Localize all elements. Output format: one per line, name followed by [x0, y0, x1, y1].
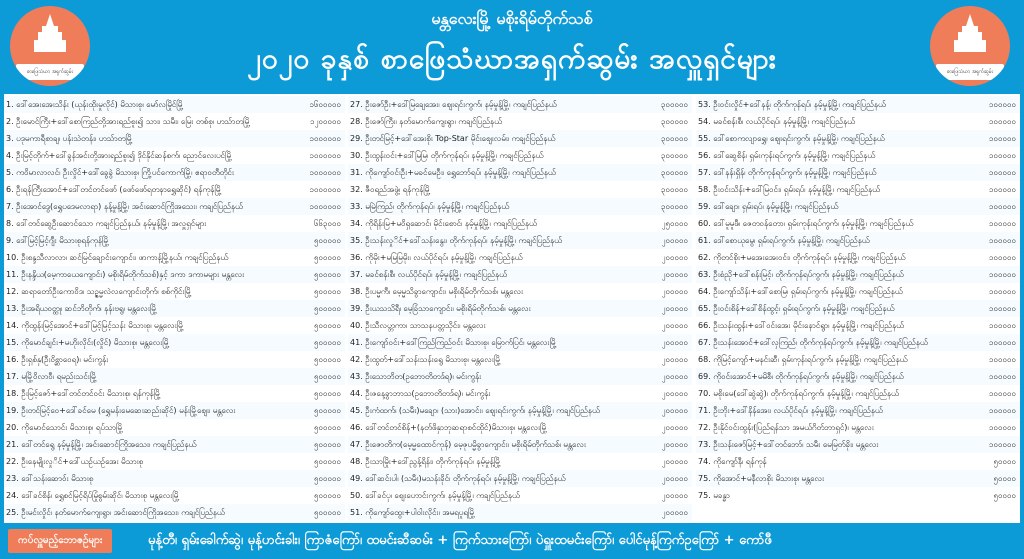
donation-amount: ၅၀၀၀၀၀ [314, 287, 341, 296]
page-title: ၂၀၂၀ ခုနှစ် စာဖြေသံဃာအရှက်ဆွမ်း အလှူရှင်များ [247, 42, 777, 75]
donation-amount: ၅၀၀၀၀၀ [314, 491, 341, 500]
donor-row [4, 317, 345, 334]
donation-amount: ၁၀၀၀၀၀ [989, 202, 1016, 211]
donor-row [696, 113, 1020, 130]
donor-name: 31. ကိုကျော်ဝင်းဦး+မခင်မေဦး၊ ရွှေဘော်ရပ်၊ နမ့်မှုန့်မြို့၊ ကချင်ပြည်နယ် [350, 168, 556, 177]
donor-row [348, 487, 692, 504]
donor-name: 21. ဒေါ်တင်ရွေ နမ့်မှုန့်မြို့၊ အင်းဆောင်ကြိုအသေး၊ ကချင်ပြည်နယ် [6, 440, 197, 449]
donor-name: 38. ဦးပမ္မကီ၊ မေ့မ္မသိခွာကျောင်း၊ မစိုးရိမ်တိုက်သစ်၊ မန္တလေး [350, 287, 524, 296]
donation-amount: ၅၀၀၀၀၀ [314, 355, 341, 364]
donor-row [348, 470, 692, 487]
donor-name: 74. ကိုကျော်နီ၊ ရန်ကုန် [698, 457, 767, 466]
donor-name: 71. ဦးဘိုး+ဒေါ်နိန်အေး၊ လယ်ပိုင်ရပ်၊ နမ့်မှုန့်မြို့၊ ကချင်ပြည်နယ် [698, 406, 883, 415]
donor-name: 45. ဦးကံထက်၊ (သမီး)မချော၊ (သား)အောင်း၊ ဈေးရင်းကွက်၊ နမ့်မှုန့်မြို့၊ ကချင်ပြည်နယ် [350, 406, 600, 415]
donor-name: 58. ဦးဝင်းသိန်း+ဒေါ်မြဝင်း၊ ရှမ်းရပ်၊ နမ့်မှုန့်မြို့၊ ကချင်ပြည်နယ် [698, 185, 880, 194]
donor-name: 35. ဦးသန်းလှုိင်+ဒေါ်သန်းနွေး၊ တိုက်ကုန်ရပ်၊ နမ့်မှုန့်မြို့၊ ကချင်ပြည်နယ် [350, 236, 562, 245]
donation-amount: ၃၀၀၀၀၀ [661, 100, 688, 109]
donor-row [348, 419, 692, 436]
donor-row [4, 504, 345, 521]
donor-name: 36. ကိုမိုး+မမြမြမိုး၊ လယ်ပိုင်ရပ်၊ နမ့်မှုန့်မြို့၊ ကချင်ပြည်နယ် [350, 253, 523, 262]
donor-name: 4. ဦးမြင့်တိုက်+ဒေါ်ခွန်အင်းတို့အားရည်စူး၍ ဒိုင်နိုင်ဆန်စက်၊ ညောင်လေးပင်မြို့ [6, 151, 233, 160]
donor-row [696, 453, 1020, 470]
donor-row [348, 334, 692, 351]
donor-name: 14. ကိုထွန်းမြင့်အောင်+ဒေါ်မြင့်မြင့်သန်း မိသားစု၊ မန္တလေးမြို့ [6, 321, 184, 330]
donor-row [4, 96, 345, 113]
donor-name: 25. ဦးမင်းလှိုင်၊ နတ်မောက်ကျေးရွာ၊ အင်းဆောင်ကြိုအသေး၊ ကချင်ပြည်နယ် [6, 508, 225, 517]
donor-row [696, 266, 1020, 283]
donor-row [4, 334, 345, 351]
donation-amount: ၁၂၀၀၀၀၀ [310, 117, 341, 126]
donation-amount: ၁၀၀၀၀၀ [989, 270, 1016, 279]
donation-amount: ၅၀၀၀၀ [993, 491, 1016, 500]
donation-amount: ၂၀၀၀၀၀ [661, 338, 688, 347]
donor-name: 22. ဦးနေမျိုးလှုိင်+ဒေါ်ယဉ်ယဉ်အေး မိသားစု [6, 457, 144, 466]
donor-row [696, 232, 1020, 249]
donor-name: 69. ကိုဝင်းအောင်+မမိစီ၊ တိုက်ကုန်ရပ်ကွက်၊ နမ့်မှုန့်မြို့၊ ကချင်ပြည်နယ် [698, 372, 904, 381]
donor-row [696, 215, 1020, 232]
donation-amount: ၁၀၀၀၀၀ [989, 219, 1016, 228]
header [0, 0, 1024, 94]
donor-row [348, 96, 692, 113]
donor-name: 19. ဦးတင်မြင့်ဝေ+ဒေါ်ခင်မေ (ရွှေမန်းမေဆေးဆည်းဆိုင်) မန်းမြို့ဈေး၊ မန္တလေး [6, 406, 236, 415]
monastery-logo [930, 6, 1010, 86]
donation-amount: ၃၀၀၀၀၀ [661, 117, 688, 126]
donation-amount: ၁၀၀၀၀၀ [989, 100, 1016, 109]
donor-name: 73. ဦးသန်းဇော်မြင့်+ဒေါ်တင်ဘော်၊ သမီး မေမြတ်ခိုး၊ မန္တလေး [698, 440, 879, 449]
donation-amount: ၁၀၀၀၀၀ [989, 338, 1016, 347]
donor-row [348, 504, 692, 521]
donor-row [348, 113, 692, 130]
donation-amount: ၂၀၀၀၀၀ [661, 423, 688, 432]
donor-row [696, 249, 1020, 266]
donor-row [348, 215, 692, 232]
donor-name: 8. ဒေါ်တင်ဆွေဦးဆောင်သော ကချင်ပြည်နယ်၊ နမ့်မှုန့်မြို့၊ အလှူရှင်များ [6, 219, 207, 228]
donation-amount: ၅၀၀၀၀၀ [314, 423, 341, 432]
donor-name: 62. ကိုတင်စိုး+မအေးအေးဝင်း၊ တိုက်ကုန်ရပ်၊ နမ့်မှုန့်မြို့၊ ကချင်ပြည်နယ် [698, 253, 906, 262]
donation-amount: ၃၀၀၀၀၀ [661, 202, 688, 211]
donor-name: 10. ဦးစန္ဒသီလာလာ၊ ဆင်မြင်ချောင်းကျောင်း၊ ဖာကာန့်မြို့နယ်၊ ကချင်ပြည်နယ် [6, 253, 229, 262]
donor-row [696, 147, 1020, 164]
donor-row [348, 402, 692, 419]
donation-amount: ၂၀၀၀၀၀ [661, 270, 688, 279]
donation-amount: ၁၀၀၀၀၀ [989, 389, 1016, 398]
donor-name: 15. ကိုမောင်ချင်း+မဟိုးလိုင်း(လှိုင်) မိသားစု၊ မန္တလေးမြို့ [6, 338, 170, 347]
donation-amount: ၅၀၀၀၀၀ [314, 236, 341, 245]
donor-row [348, 283, 692, 300]
donor-name: 43. ဦးသောဘိတ(ဥဘောတိတဒ်ရ)၊ မင်းကွန်း [350, 372, 482, 381]
donor-name: 13. ဦးအရိယဝတ္ထု၊ ဆင်ဘိတိုက်၊ နန်းဗရွ၊ မန္တလေးမြို့ [6, 304, 157, 313]
donor-row [4, 436, 345, 453]
offerings-list: မုန့်တီ၊ ရှမ်းခေါက်ဆွဲ၊ မုန့်ဟင်းခါး၊ ကြာဇံကြော်၊ ထမင်းဆီဆမ်း + ကြက်သားကြော်၊ ပဲရှူးထမင်းကြော်၊ ပေါင်မုန့်ကြက်ဥကြော် + ကော်ဖီ [148, 533, 772, 548]
donor-row [4, 402, 345, 419]
donor-row [696, 487, 1020, 504]
donor-row [4, 249, 345, 266]
donor-row [696, 300, 1020, 317]
donor-row [348, 300, 692, 317]
donor-name: 72. ဦးနိုင်ဝင်းထွန်း(ပြည်ရန်သာ အမယ်ဂိတ်ဘာရှင်)၊ မန္တလေး [698, 423, 874, 432]
donation-amount: ၂၀၀၀၀၀ [661, 440, 688, 449]
logo-caption: စာဖြေသံဃာ အရှက်ဆွမ်း [16, 64, 84, 80]
donation-amount: ၁၀၀၀၀၀၀ [309, 185, 341, 194]
donor-row [4, 385, 345, 402]
donation-amount: ၂၅၀၀၀၀ [661, 219, 688, 228]
donor-name: 68. ကိုမြင့်ကျော်+မနင်းဆီ၊ ရှမ်းကုန်းရပ်ကွက်၊ နမ့်မှုန့်မြို့၊ ကချင်ပြည်နယ် [698, 355, 908, 364]
donation-amount: ၅၀၀၀၀၀ [314, 440, 341, 449]
donor-name: 53. ဦးဝင်းလှိုင်+ဒေါ်နန့်၊ တိုက်ကုန်ရပ်၊ နမ့်မှုန့်မြို့၊ ကချင်ပြည်နယ် [698, 100, 886, 109]
donor-row [348, 368, 692, 385]
donor-row [4, 113, 345, 130]
donor-row [348, 436, 692, 453]
donation-amount: ၅၀၀၀၀ [993, 457, 1016, 466]
donation-amount: ၂၀၀၀၀၀ [661, 474, 688, 483]
donor-name: 75. ကိုအောင်+မနီလာစိုး မိသားစု၊ မန္တလေး [698, 474, 824, 483]
donor-row [4, 470, 345, 487]
donation-amount: ၁၀၀၀၀၀ [989, 406, 1016, 415]
donation-amount: ၆၆၃၀၀၀ [314, 219, 341, 228]
donor-row [348, 164, 692, 181]
donor-name: 5. ကဝိမာလာလင်၊ ဦးလှိုင်+ဒေါ်ခွေခွဲ မိသားစု၊ ကြို့ပင်ကောက်မြို့၊ ဧရာဝတီတိုင်း [6, 168, 234, 177]
donor-row [4, 181, 345, 198]
donor-row [696, 351, 1020, 368]
donor-name: 42. ဦးထွတ်+ဒေါ်သန်းသန်းရွေ မိသားစု၊ မန္တလေးမြို့ [350, 355, 501, 364]
donation-amount: ၅၀၀၀၀၀ [314, 270, 341, 279]
donor-row [696, 130, 1020, 147]
donor-row [4, 147, 345, 164]
donation-amount: ၅၀၀၀၀၀ [314, 338, 341, 347]
donor-name: 7. ဦးအောင်ဒွေ(ရွှေပဒေမလာရာ) နန့်မှုန့်မြို့၊ အင်းဆောင်ကြိုအသေး၊ ကချင်ပြည်နယ် [6, 202, 243, 211]
donation-amount: ၁၀၀၀၀၀ [989, 304, 1016, 313]
donor-name: 30. ဦးထွန်းဝင်း+ဒေါ်မြမြ၊ တိုက်ကုန်ရပ်၊ နမ့်မှုန့်မြို့၊ ကချင်ပြည်နယ် [350, 151, 544, 160]
donation-amount: ၅၀၀၀၀၀ [314, 321, 341, 330]
donor-name: 67. ဦးသန်းအောင်+ဒေါ်လှကြည်၊ တိုက်ကုန်ရပ်ကွက်၊ နမ့်မှုန့်မြို့၊ ကချင်ပြည်နယ် [698, 338, 928, 347]
donor-row [348, 351, 692, 368]
donor-name: 3. ပဒုမကာရီစာချ၊ ပန်းသဲတန်း၊ ဟသ်ာတမြို့ [6, 134, 133, 143]
donor-row [348, 317, 692, 334]
donor-name: 1. ဒေါ်အေးအေးသိန်း (ယုန်းထိုးမှုလိုင်) မိသားစု၊ မော်လမြိုင်မြို့ [6, 100, 184, 109]
donor-row [696, 198, 1020, 215]
donor-list [4, 94, 1020, 523]
donor-name: 64. ဦးကျော်သိန်း+ဒေါ်စောမြ၊ ရှမ်းရပ်ကွက်၊ နမ့်မှုန့်မြို့၊ ကချင်ပြည်နယ် [698, 287, 903, 296]
donation-amount: ၁၀၀၀၀၀၀ [309, 134, 341, 143]
donor-name: 54. မခင်စန်းစီ၊ လယ်ပိုင်ရပ်၊ နမ့်မှုန့်မြို့၊ ကချင်ပြည်နယ် [698, 117, 855, 126]
donor-row [4, 130, 345, 147]
donor-name: 61. ဒေါ်စောယုမွေ၊ ရှမ်းရပ်ကွက်၊ နမ့်မှုန့်မြို့၊ ကချင်ပြည်နယ် [698, 236, 870, 245]
donor-name: 66. ဦးသန်းထွန်း+ဒေါ်ဝင်းအေး မိုင်းနောင်ရွာ၊ နမ့်မှုန့်မြို့၊ ကချင်ပြည်နယ် [698, 321, 904, 330]
donation-amount: ၃၀၀၀၀၀ [661, 151, 688, 160]
donor-name: 9. ဒေါ်မြင့်မြင့်ဂျီး မိသားစုရန်ကုန်မြို့ [6, 236, 110, 245]
organization-name: မန္တလေးမြို့ မစိုးရိမ်တိုက်သစ် [431, 9, 593, 28]
donor-name: 27. ဦးဇော်ဦး+ဒေါ်မြချေအေး၊ ဈေးရင်းကွက်၊ နမ့်မှုန့်မြို့၊ ကချင်ပြည်နယ် [350, 100, 557, 109]
donation-amount: ၁၀၀၀၀၀ [989, 117, 1016, 126]
donation-amount: ၁၀၀၀၀၀ [989, 151, 1016, 160]
donor-name: 65. ဦးဝင်းစိန်+ဒေါ်စိန်ထွင့်၊ ရှမ်းရပ်ကွက်၊ နမ့်မှုန့်မြို့၊ ကချင်ပြည်နယ် [698, 304, 895, 313]
donation-amount: ၅၀၀၀၀၀ [314, 253, 341, 262]
donor-name: 55. ဒေါ်စောကလျာရွှေ၊ ဈေးရင်းကွက်၊ နမ့်မှုန့်မြို့၊ ကချင်ပြည်နယ် [698, 134, 885, 143]
donation-amount: ၂၀၀၀၀၀ [661, 287, 688, 296]
donor-name: 28. ဦးဇော်ကြီး၊ နတ်မောက်ကျေးရွာ၊ ကချင်ပြည်နယ် [350, 117, 502, 126]
donation-amount: ၅၀၀၀၀၀ [314, 389, 341, 398]
donation-amount: ၁၀၀၀၀၀ [989, 372, 1016, 381]
donor-row [696, 317, 1020, 334]
donor-name: 11. ဦးနန္ဒိယ(မေ့ကာယေကျောင်း) မစိုးရိမ်တိုက်သစ်)နှင့် ဒကာ ဒကာမများ မန္တလေး [6, 270, 245, 279]
donation-amount: ၁၀၀၀၀၀ [989, 185, 1016, 194]
donor-row [4, 351, 345, 368]
donor-column-1 [4, 96, 345, 521]
donation-amount: ၂၀၀၀၀၀ [661, 508, 688, 517]
donor-name: 34. ကိုရိန်းမြ+မဝိရှဆောင်၊ မိုင်းစောင်၊ နမ့်မှုန့်မြို့၊ ကချင်ပြည်နယ် [350, 219, 537, 228]
donor-name: 33. မမြဲကြည်၊ တိုက်ကုန်ရပ်၊ နမ့်မှုန့်မြို့၊ ကချင်ပြည်နယ် [350, 202, 509, 211]
donor-name: 18. ဦးမြင့်ဇော်+ဒေါ်တင်တင်ဝင်း မိသားစု၊ ရန်ကုန်မြို့ [6, 389, 161, 398]
donor-row [4, 487, 345, 504]
donation-amount: ၁၀၀၀၀၀ [989, 134, 1016, 143]
donor-name: 17. မမြို့ဝိလာဝီ၊ ရမည်းသင်းမြို့ [6, 372, 97, 381]
logo-caption: စာဖြေသံဃာ အရှက်ဆွမ်း [936, 64, 1004, 80]
donor-name: 23. ဒေါ်သန်းဆောဝ်း မိသားစု [6, 474, 94, 483]
donor-row [348, 181, 692, 198]
donor-name: 12. ဆရာတော်ဦးကောဝိဒ၊ သဉ္ဇမ္မလဲလကျောင်းတိုက်၊ စစ်ကိုင်းမြို့ [6, 287, 192, 296]
donor-row [4, 300, 345, 317]
donor-row [4, 266, 345, 283]
donation-amount: ၁၀၀၀၀၀ [989, 168, 1016, 177]
donor-name: 56. ဒေါ်ဆွေစိန်၊ ရှမ်းကုန်းရပ်ကွက်၊ နမ့်မှုန့်မြို့၊ ကချင်ပြည်နယ် [698, 151, 876, 160]
donor-row [696, 368, 1020, 385]
donation-amount: ၂၀၀၀၀၀ [661, 389, 688, 398]
donor-row [348, 453, 692, 470]
donation-amount: ၃၀၀၀၀၀ [661, 168, 688, 177]
donation-amount: ၅၀၀၀၀၀ [314, 304, 341, 313]
donor-row [4, 232, 345, 249]
donor-row [348, 266, 692, 283]
donor-row [696, 334, 1020, 351]
donor-row [696, 385, 1020, 402]
donor-name: 63. ဦးစံညို+ဒေါ်စန်းမြင့်၊ တိုက်ကုန်ရပ်ကွက်၊ နမ့်မှုန့်မြို့၊ ကချင်ပြည်နယ် [698, 270, 904, 279]
donor-row [696, 470, 1020, 487]
donation-amount: ၂၀၀၀၀၀ [661, 491, 688, 500]
donor-name: 24. ဒေါ်ခင်စိန်၊ ရွှေစင်မြင့်ရိပ်မြုံစွမ်းဆိုင်၊ မိသားစု မန္တလေးမြို့ [6, 491, 180, 500]
donation-amount: ၂၀၀၀၀၀ [661, 304, 688, 313]
donation-amount: ၁၀၀၀၀၀၀ [309, 202, 341, 211]
donation-amount: ၃၀၀၀၀၀ [661, 134, 688, 143]
donor-name: 59. ဒေါ်ချော၊ ရှမ်းရပ်၊ နမ့်မှုန့်မြို့၊ ကချင်ပြည်နယ် [698, 202, 839, 211]
donor-row [4, 283, 345, 300]
donor-row [696, 436, 1020, 453]
donation-amount: ၅၀၀၀၀၀ [314, 474, 341, 483]
donation-amount: ၂၀၀၀၀၀ [661, 253, 688, 262]
donation-amount: ၅၀၀၀၀ [993, 474, 1016, 483]
donor-name: 47. ဦးဇောတိက(မေ့မ္မထောင်ကုန်) မေ့ဇုပမ္မိခွာကျောင်း၊ မစိုးရိမ်တိုက်သစ်၊ မန္တလေး [350, 440, 586, 449]
donation-amount: ၁၀၀၀၀၀ [989, 321, 1016, 330]
donor-name: 51. ကိုကျော်ထွေး+ပါဝါးလိုင်း၊ အမရပူရမြို့ [350, 508, 476, 517]
donor-row [348, 249, 692, 266]
donor-row [348, 147, 692, 164]
donor-name: 40. ဦးသီလဟ္ဘကာ၊ သာသနပတ္တသိုင်း၊ မန္တလေး [350, 321, 486, 330]
offerings-label: ကပ်လှူမည့်ဘောဇဉ်များ [8, 529, 112, 553]
donation-amount: ၁၀၀၀၀၀ [989, 287, 1016, 296]
donor-row [696, 164, 1020, 181]
donation-amount: ၁၆၀၀၀၀၀ [309, 100, 341, 109]
donor-column-2 [348, 96, 692, 521]
donor-name: 6. ဦးရန်ကြီးအောင်+ဒေါ်တင်တင်ဖော် (ဖော်ဖော်ရတနာရွှေဆိုင်) ရန်ကုန်မြို့ [6, 185, 222, 194]
donor-name: 2. ဦးမောင်ကြီး+ဒေါ်စောကြည်တို့အားရည်စူး၍ သား၊ သမီး၊ မြေး တစ်စု၊ ဟသ်ာတမြို့ [6, 117, 251, 126]
donor-row [696, 181, 1020, 198]
donor-name: 46. ဒေါ်တင်တင်စိန်+(နတ်ဖိနှာဘုဆရာစင်ထိုင်)မိသားစု၊ မန္တလေးမြို့ [350, 423, 548, 432]
donation-amount: ၁၀၀၀၀၀ [989, 423, 1016, 432]
donor-row [696, 402, 1020, 419]
donation-amount: ၁၀၀၀၀၀ [989, 355, 1016, 364]
donor-row [4, 368, 345, 385]
donor-row [348, 232, 692, 249]
donor-name: 50. ဒေါ်ခင်ပု၊ ဈေးဟောင်းကွက်၊ နမ့်မှုန့်မြို့၊ ကချင်ပြည်နယ် [350, 491, 520, 500]
donor-name: 32. ဇီဝရည်အဖွဲ့၊ ရန်ကုန်မြို့ [350, 185, 431, 194]
donation-amount: ၅၀၀၀၀၀ [314, 406, 341, 415]
donor-name: 29. ဦးတင်မြင့်+ဒေါ်အေးစိုး Top-Star မိုင်းဈေးလမ်း၊ ကချင်ပြည်နယ် [350, 134, 556, 143]
donation-amount: ၁၀၀၀၀၀ [989, 253, 1016, 262]
donor-name: 44. ဦးဇနေ့ခွာဘာသ(ဥဘောတိတဒ်ရ)၊ မင်းကွန်း [350, 389, 491, 398]
donation-amount: ၂၀၀၀၀၀ [661, 406, 688, 415]
donor-name: 49. ဒေါ်ဆင်းပါ၊ (သမီး)မသန်းခိုင်၊ တိုက်ကုန်ရပ်၊ နမ့်မှုန့်မြို့၊ ကချင်ပြည်နယ် [350, 474, 566, 483]
donor-name: 16. ဦးရှစ်နှ(ဦးဝိစ္ဆာဝေရ)၊ မင်းကွန်း [6, 355, 109, 364]
donor-row [348, 130, 692, 147]
footer [0, 523, 1024, 559]
donation-amount: ၁၀၀၀၀၀ [989, 236, 1016, 245]
donation-amount: ၂၀၀၀၀၀ [661, 321, 688, 330]
donor-name: 39. ဦးယသသိရီ၊ မေ့ခြံသာကျောင်း၊ မစိုးရိမ်တိုက်သစ်၊ မန္တလေး [350, 304, 531, 313]
donor-name: 57. ဒေါ်နန်းရှိန်၊ တိုက်ကုန်ရပ်ကွက်၊ နမ့်မှုန့်မြို့၊ ကချင်ပြည်နယ် [698, 168, 877, 177]
donation-amount: ၁၀၀၀၀၀၀ [309, 151, 341, 160]
donor-row [4, 198, 345, 215]
donor-name: 41. ဦးကျော်ဝင်း+ဒေါ်ကြည်ကြည်ဝင်း မိသားစု၊ မြောက်ပြင်၊ မန္တလေးမြို့ [350, 338, 557, 347]
donor-row [696, 96, 1020, 113]
donation-amount: ၅၀၀၀၀၀ [314, 508, 341, 517]
donor-row [348, 385, 692, 402]
donation-amount: ၂၀၀၀၀၀ [661, 457, 688, 466]
donation-amount: ၅၀၀၀၀၀ [314, 457, 341, 466]
donation-amount: ၅၀၀၀၀၀ [314, 372, 341, 381]
donation-amount: ၁၀၀၀၀၀၀ [309, 168, 341, 177]
donor-column-3 [696, 96, 1020, 504]
donation-amount: ၃၀၀၀၀၀ [661, 185, 688, 194]
donor-name: 75. မခန္ဓာ [698, 491, 730, 500]
donor-row [348, 198, 692, 215]
donor-name: 20. ကိုမောင်သောင်း မိသားစု၊ ရပ်သာမြို့ [6, 423, 124, 432]
donor-row [4, 164, 345, 181]
donation-amount: ၂၀၀၀၀၀ [661, 372, 688, 381]
pagoda-icon [952, 12, 988, 56]
donor-name: 37. မခင်စန်းစီ၊ လယ်ပိုင်ရပ်၊ နမ့်မှုန့်မြို့၊ ကချင်ပြည်နယ် [350, 270, 507, 279]
donor-row [696, 419, 1020, 436]
donor-row [4, 453, 345, 470]
donation-amount: ၂၀၀၀၀၀ [661, 355, 688, 364]
donation-amount: ၁၀၀၀၀၀ [989, 440, 1016, 449]
donor-row [4, 419, 345, 436]
donor-row [696, 283, 1020, 300]
donor-name: 70. မစိုးမေ(ဒေါ်ဆွဲဆွဲ)၊ တိုက်ကုန်ရပ်ကွက်၊ နမ့်မှုန့်မြို့၊ ကချင်ပြည်နယ် [698, 389, 899, 398]
donor-row [4, 215, 345, 232]
donor-name: 48. ဦးသာမြိုး+ဒေါ်ညွန့်ရိန်း၊ တိုက်ကုန်ရပ်၊ နမ့်မှုန့်မြို့ [350, 457, 501, 466]
donation-amount: ၂၀၀၀၀၀ [661, 236, 688, 245]
donor-name: 60. ဒေါ်မူမူဖီ၊ ဇေတဝန်တော၊ ရှမ်းကုန်းရပ်ကွက်၊ နမ့်မှုန့်မြို့၊ ကချင်ပြည်နယ် [698, 219, 914, 228]
